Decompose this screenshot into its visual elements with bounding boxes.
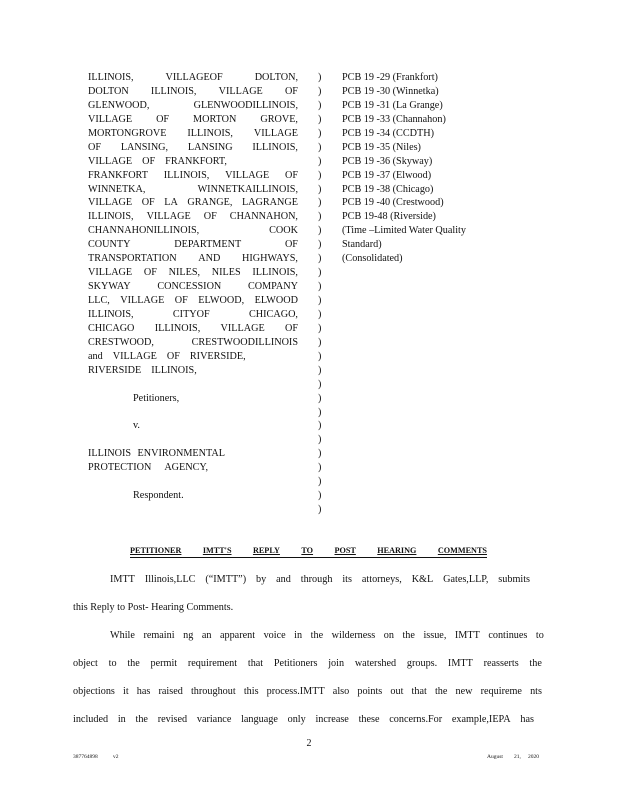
caption-word: MORTONGROVE: [88, 127, 167, 139]
caption-word: TRANSPORTATION: [88, 253, 177, 265]
caption-word: GRANGE,: [187, 197, 233, 209]
footer-doc-id: 387764898: [73, 754, 98, 760]
body-word: raised: [158, 686, 183, 697]
caption-word: ILLINOIS,: [163, 169, 210, 181]
body-word: K&L: [411, 574, 434, 585]
caption-word: SKYWAY: [88, 281, 131, 293]
body-word: the: [434, 686, 448, 697]
caption-word: CHANNAHONILLINOIS,: [88, 225, 200, 237]
body-word: the: [127, 658, 140, 669]
caption-word: VILLAGE: [88, 113, 133, 125]
caption-party-line: [88, 183, 298, 197]
body-word: Illinois,LLC: [144, 574, 196, 585]
body-word: continues: [488, 630, 528, 641]
case-number: PCB 19 -40 (Crestwood): [342, 197, 444, 209]
body-word: through: [300, 574, 333, 585]
spacer: [88, 475, 298, 489]
caption-word: DOLTON,: [254, 72, 298, 83]
caption-word: CHANNAHON,: [229, 211, 298, 223]
caption-paren: ): [318, 322, 322, 334]
body-word: and: [276, 574, 291, 585]
caption-party-line: [88, 113, 298, 127]
caption-party-line: [88, 322, 298, 336]
caption-paren: ): [318, 267, 322, 279]
caption-word: ILLINOIS,: [151, 364, 197, 376]
caption-party-line: [88, 252, 298, 266]
caption-word: OF: [141, 197, 155, 209]
case-number: PCB 19 -37 (Elwood): [342, 169, 432, 181]
caption-case-numbers: [342, 71, 487, 266]
caption-paren: ): [318, 253, 322, 265]
caption-word: OF: [142, 155, 156, 167]
footer-date-month: August: [487, 754, 503, 760]
caption-word: VILLAGE: [88, 155, 133, 167]
caption-word: GLENWOODILLINOIS,: [193, 99, 298, 111]
versus-label: v.: [133, 420, 140, 432]
caption-parties: [88, 71, 298, 503]
body-word: permit: [150, 658, 178, 669]
body-word: out: [390, 686, 404, 697]
caption-word: OF: [88, 141, 102, 153]
caption-word: OF: [156, 113, 170, 125]
caption-word: ILLINOIS,: [252, 267, 298, 279]
body-word: that: [411, 686, 427, 697]
footer-date-year: 2020: [528, 754, 539, 760]
caption-word: DOLTON: [88, 85, 129, 97]
caption-paren: ): [318, 336, 322, 348]
caption-paren: ): [318, 350, 322, 362]
caption-party-line: [88, 280, 298, 294]
caption-word: OF: [174, 295, 188, 306]
body-word: the: [529, 658, 542, 669]
caption-party-line: [88, 196, 298, 210]
caption-word: LA: [164, 197, 178, 209]
caption-paren: ): [318, 504, 322, 516]
caption-party-line: [88, 266, 298, 280]
caption-word: LLC,: [88, 295, 110, 306]
caption-word: ILLINOIS: [88, 448, 132, 460]
caption-paren: ): [318, 85, 322, 97]
caption-word: AGENCY,: [164, 462, 208, 474]
body-word: objections: [73, 686, 115, 697]
caption-word: MORTON: [193, 113, 237, 125]
heading-word: IMTT'S: [202, 546, 232, 555]
body-line: [110, 630, 544, 641]
caption-word: OF: [284, 239, 298, 251]
caption-word: CONCESSION: [157, 281, 222, 293]
caption-party-line: [88, 224, 298, 238]
caption-word: PROTECTION: [88, 462, 152, 474]
caption-word: ILLINOIS,: [252, 141, 298, 153]
caption-word: LANSING: [187, 141, 233, 153]
body-word: new: [455, 686, 473, 697]
caption-word: ILLINOIS,: [187, 127, 233, 139]
case-number: PCB 19 -35 (Niles): [342, 141, 421, 153]
caption-party-line: [88, 364, 298, 378]
body-line: [73, 658, 542, 669]
caption-paren: ): [318, 99, 322, 111]
body-word: on: [383, 630, 394, 641]
caption-word: GROVE,: [260, 113, 298, 125]
caption-word: OF: [143, 267, 157, 279]
body-word: only: [287, 714, 306, 725]
caption-word: OF: [284, 169, 298, 181]
body-word: it: [123, 686, 129, 697]
document-heading: [130, 546, 487, 558]
caption-paren: ): [318, 434, 322, 446]
caption-party-line: [88, 336, 298, 350]
consolidated-label: (Consolidated): [342, 253, 403, 265]
caption-word: VILLAGE: [88, 267, 133, 279]
spacer: [88, 406, 298, 420]
petitioners-label: Petitioners,: [133, 392, 180, 404]
body-word: issue,: [423, 630, 447, 641]
body-word: IMTT: [110, 574, 135, 585]
caption-party-line: [88, 350, 298, 364]
caption-word: COUNTY: [88, 239, 131, 251]
caption-word: WINNETKA,: [88, 183, 146, 195]
caption-word: VILLAGE: [120, 295, 165, 306]
case-type: (Time –Limited Water Quality Standard): [342, 225, 466, 251]
caption-word: WINNETKAILLINOIS,: [197, 183, 298, 195]
body-word: process.IMTT: [266, 686, 325, 697]
caption-paren: ): [318, 420, 322, 432]
body-word: has: [136, 686, 151, 697]
caption-paren: ): [318, 378, 322, 390]
caption-party-line: [88, 85, 298, 99]
caption-party-line: [88, 99, 298, 113]
caption-party-line: [88, 141, 298, 155]
heading-word: POST: [334, 546, 356, 555]
body-word: this: [243, 686, 259, 697]
body-word: by: [256, 574, 267, 585]
heading-word: HEARING: [377, 546, 417, 555]
caption-paren: ): [318, 141, 322, 153]
body-word: increase: [315, 714, 349, 725]
caption-word: ELWOOD: [254, 295, 298, 306]
body-word: groups.: [406, 658, 438, 669]
caption-word: GLENWOOD,: [88, 99, 150, 111]
body-word: While: [110, 630, 135, 641]
body-line: [73, 714, 534, 725]
caption-paren: ): [318, 308, 322, 320]
body-word: has: [520, 714, 534, 725]
caption-word: OF: [166, 350, 180, 362]
body-word: the: [310, 630, 324, 641]
body-word: Gates,LLP,: [443, 574, 489, 585]
caption-word: OF: [203, 211, 217, 223]
body-word: (“IMTT”): [205, 574, 247, 585]
body-word: to: [535, 630, 544, 641]
body-word: object: [73, 658, 98, 669]
caption-party-line: [88, 308, 298, 322]
caption-word: OF: [284, 85, 298, 97]
caption-word: COMPANY: [247, 281, 298, 293]
heading-word: TO: [301, 546, 314, 555]
caption-word: VILLAGE: [253, 127, 298, 139]
caption-word: RIVERSIDE: [88, 364, 142, 376]
caption-party-line: [88, 71, 298, 85]
caption-paren: ): [318, 462, 322, 474]
respondent-label: Respondent.: [133, 490, 184, 502]
caption-word: NILES: [211, 267, 241, 279]
caption-word: LAGRANGE: [241, 197, 298, 209]
body-word: requireme: [480, 686, 522, 697]
caption-paren: ): [318, 183, 322, 195]
caption-paren: ): [318, 72, 322, 83]
caption-word: COOK: [269, 225, 298, 237]
caption-word: CHICAGO,: [249, 308, 298, 320]
body-word: variance: [196, 714, 232, 725]
heading-word: REPLY: [252, 546, 280, 555]
case-number: PCB 19 -36 (Skyway): [342, 155, 433, 167]
body-word: IMTT: [447, 658, 473, 669]
body-word: these: [358, 714, 380, 725]
caption-paren: ): [318, 476, 322, 488]
body-word: nts: [530, 686, 542, 697]
body-word: reasserts: [483, 658, 519, 669]
body-word: Petitioners: [273, 658, 318, 669]
caption-paren: ): [318, 211, 322, 223]
spacer: [88, 433, 298, 447]
body-word: included: [73, 714, 109, 725]
body-word: the: [402, 630, 415, 641]
caption-paren: ): [318, 490, 322, 502]
body-word: the: [135, 714, 148, 725]
caption-respondent-line: [88, 447, 225, 461]
caption-party-line: [88, 169, 298, 183]
heading-word: COMMENTS: [437, 546, 487, 555]
caption-word: VILLAGEOF: [165, 72, 223, 83]
body-line: [110, 574, 530, 585]
heading-word: PETITIONER: [130, 546, 182, 555]
caption-word: VILLAGE: [225, 169, 270, 181]
caption-word: CHICAGO: [88, 322, 135, 334]
caption-paren: ): [318, 406, 322, 418]
body-word: an: [201, 630, 212, 641]
caption-party-line: [88, 238, 298, 252]
case-number: PCB 19 -30 (Winnetka): [342, 85, 439, 97]
body-word: in: [294, 630, 303, 641]
spacer: [88, 378, 298, 392]
caption-word: FRANKFORT,: [165, 155, 227, 167]
body-line: [73, 686, 542, 697]
caption-paren: ): [318, 169, 322, 181]
caption-paren: ): [318, 448, 322, 460]
body-word: example,IEPA: [451, 714, 511, 725]
case-number: PCB 19 -29 (Frankfort): [342, 72, 438, 83]
caption-word: ILLINOIS,: [88, 211, 134, 223]
footer-date-day: 21,: [514, 754, 521, 760]
body-word: remaini: [143, 630, 175, 641]
caption-paren: ): [318, 392, 322, 404]
body-line: this Reply to Post- Hearing Comments.: [73, 602, 234, 613]
body-word: in: [117, 714, 126, 725]
caption-party-line: [88, 294, 298, 308]
caption-word: and: [88, 350, 103, 362]
caption-word: OF: [284, 322, 298, 334]
caption-paren: ): [318, 113, 322, 125]
body-word: watershed: [354, 658, 397, 669]
caption-word: HIGHWAYS,: [242, 253, 298, 265]
body-word: also: [332, 686, 350, 697]
body-word: revised: [157, 714, 188, 725]
caption-paren: ): [318, 127, 322, 139]
body-word: throughout: [190, 686, 236, 697]
caption-parentheses: [318, 71, 326, 517]
body-word: its: [342, 574, 352, 585]
caption-word: VILLAGE: [146, 211, 191, 223]
body-word: join: [328, 658, 345, 669]
caption-word: VILLAGE: [112, 350, 157, 362]
caption-paren: ): [318, 197, 322, 209]
caption-word: VILLAGE: [218, 85, 263, 97]
caption-word: VILLAGE: [88, 197, 133, 209]
body-word: concerns.For: [389, 714, 443, 725]
page-number: 2: [306, 738, 312, 749]
caption-paren: ): [318, 364, 322, 376]
body-word: to: [108, 658, 117, 669]
caption-word: NILES,: [168, 267, 201, 279]
caption-paren: ): [318, 239, 322, 251]
caption-word: VILLAGE: [220, 322, 265, 334]
case-number: PCB 19 -34 (CCDTH): [342, 127, 434, 139]
caption-party-line: [88, 210, 298, 224]
caption-paren: ): [318, 155, 322, 167]
footer-version: v2: [113, 754, 119, 760]
caption-word: ELWOOD,: [198, 295, 245, 306]
caption-word: CRESTWOOD,: [88, 336, 154, 348]
body-word: apparent: [219, 630, 256, 641]
caption-word: FRANKFORT: [88, 169, 148, 181]
body-word: wilderness: [331, 630, 376, 641]
caption-paren: ): [318, 225, 322, 237]
caption-word: ILLINOIS,: [88, 308, 134, 320]
caption-word: RIVERSIDE,: [189, 350, 246, 362]
body-word: voice: [263, 630, 286, 641]
caption-word: ENVIRONMENTAL: [137, 448, 225, 460]
caption-word: DEPARTMENT: [174, 239, 242, 251]
caption-word: AND: [198, 253, 221, 265]
caption-party-line: [88, 155, 298, 169]
body-word: requirement: [187, 658, 238, 669]
case-number: PCB 19 -38 (Chicago): [342, 183, 434, 195]
body-word: points: [357, 686, 383, 697]
caption-word: CRESTWOODILLINOIS: [191, 336, 298, 348]
body-word: submits: [498, 574, 530, 585]
body-word: IMTT: [454, 630, 480, 641]
caption-respondent-line: [88, 461, 208, 475]
body-word: that: [247, 658, 264, 669]
case-number: PCB 19 -31 (La Grange): [342, 99, 443, 111]
body-word: ng: [183, 630, 194, 641]
case-number: PCB 19-48 (Riverside): [342, 211, 436, 223]
caption-word: LANSING,: [120, 141, 169, 153]
caption-word: CITYOF: [172, 308, 210, 320]
caption-word: ILLINOIS,: [150, 85, 197, 97]
caption-word: ILLINOIS,: [154, 322, 201, 334]
body-word: attorneys,: [361, 574, 402, 585]
caption-paren: ): [318, 295, 322, 306]
body-word: language: [241, 714, 278, 725]
caption-party-line: [88, 127, 298, 141]
caption-paren: ): [318, 281, 322, 293]
case-number: PCB 19 -33 (Channahon): [342, 113, 446, 125]
caption-word: ILLINOIS,: [88, 72, 134, 83]
